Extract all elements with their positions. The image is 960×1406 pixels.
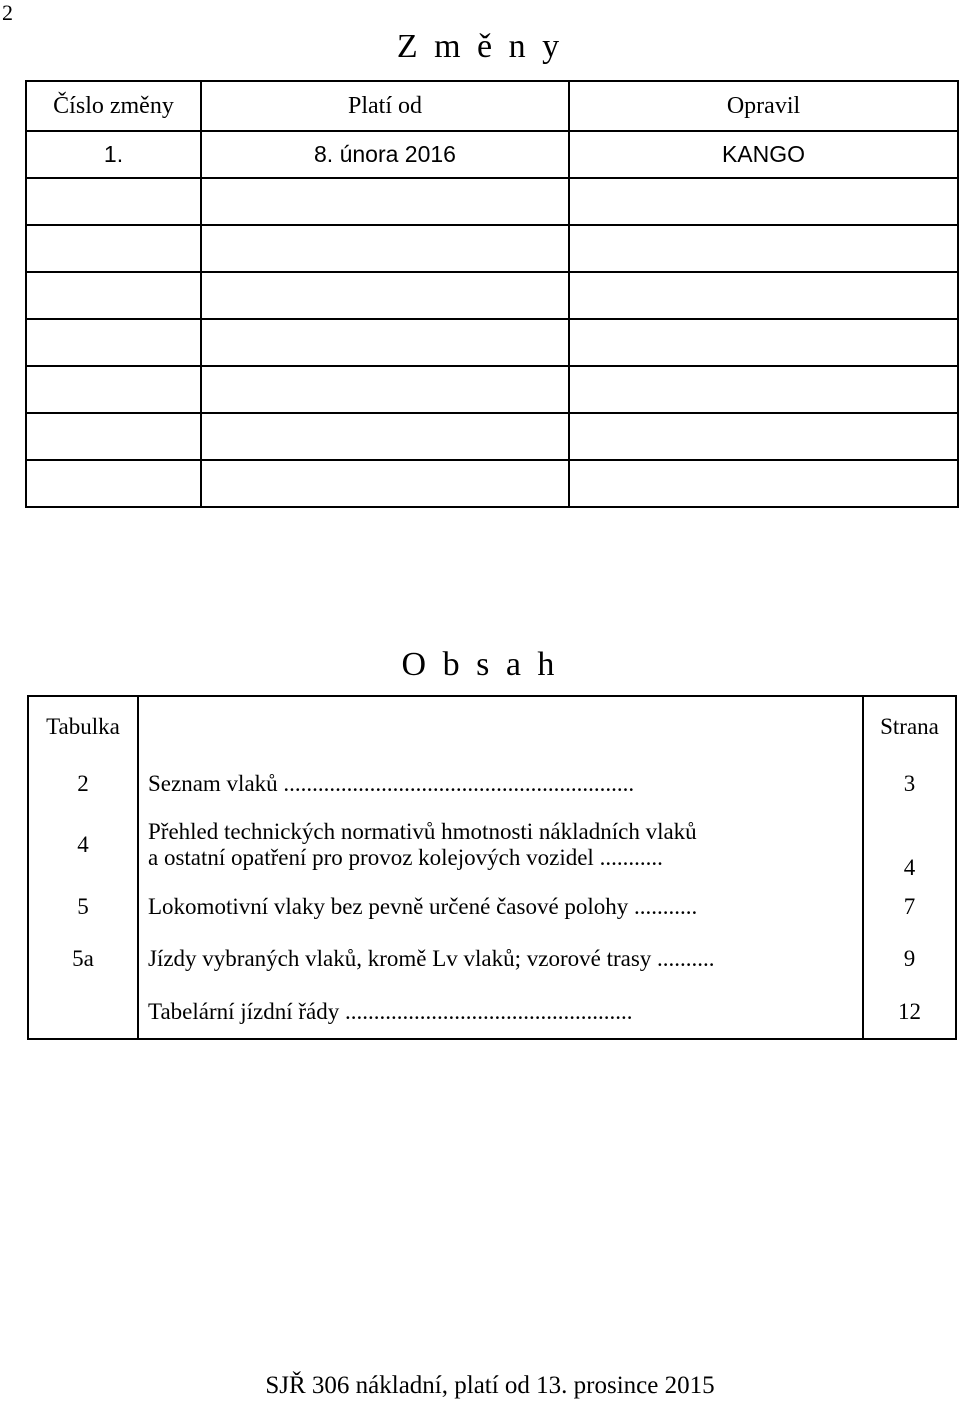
entry-text: Tabelární jízdní řády .................................................. xyxy=(138,985,863,1039)
header-blank xyxy=(138,696,863,758)
entry-page: 7 xyxy=(863,881,956,933)
entry-page: 3 xyxy=(863,758,956,810)
empty-cell xyxy=(569,460,958,507)
header-change-number: Číslo změny xyxy=(26,81,201,131)
empty-cell xyxy=(569,225,958,272)
empty-cell xyxy=(26,366,201,413)
toc-entry xyxy=(28,933,956,985)
table-row xyxy=(26,366,958,413)
toc-entry xyxy=(28,758,956,810)
changes-title: Z m ě n y xyxy=(396,28,564,65)
entry-page: 4 xyxy=(863,810,956,880)
toc-entry xyxy=(28,810,956,880)
empty-cell xyxy=(201,225,569,272)
header-valid-from: Platí od xyxy=(201,81,569,131)
header-page: Strana xyxy=(863,696,956,758)
empty-cell xyxy=(569,319,958,366)
entry-table: 5a xyxy=(28,933,138,985)
empty-cell xyxy=(201,272,569,319)
entry-page: 12 xyxy=(863,985,956,1039)
entry-table: 5 xyxy=(28,881,138,933)
entry-text-line2: a ostatní opatření pro provoz kolejových vozidel ........... xyxy=(148,845,663,871)
empty-cell xyxy=(26,460,201,507)
table-row xyxy=(26,131,958,178)
entry-text-line1: Přehled technických normativů hmotnosti nákladních vlaků xyxy=(148,819,697,845)
empty-cell xyxy=(201,319,569,366)
valid-from: 8. února 2016 xyxy=(201,131,569,178)
entry-table: 4 xyxy=(28,810,138,880)
page-number: 2 xyxy=(2,0,13,25)
changes-header-row xyxy=(26,81,958,131)
toc-entry xyxy=(28,985,956,1039)
table-row xyxy=(26,272,958,319)
table-row xyxy=(26,178,958,225)
empty-cell xyxy=(26,225,201,272)
entry-table: 2 xyxy=(28,758,138,810)
header-corrected-by: Opravil xyxy=(569,81,958,131)
empty-cell xyxy=(26,272,201,319)
page-footer: SJŘ 306 nákladní, platí od 13. prosince 2015 xyxy=(265,1372,715,1399)
empty-cell xyxy=(569,366,958,413)
empty-cell xyxy=(26,413,201,460)
entry-text: Lokomotivní vlaky bez pevně určené časové polohy ........... xyxy=(138,881,863,933)
entry-table xyxy=(28,985,138,1039)
empty-cell xyxy=(201,413,569,460)
table-row xyxy=(26,413,958,460)
entry-page: 9 xyxy=(863,933,956,985)
table-row xyxy=(26,460,958,507)
contents-table xyxy=(27,695,957,1040)
empty-cell xyxy=(201,366,569,413)
header-table: Tabulka xyxy=(28,696,138,758)
entry-text-multiline xyxy=(138,810,863,880)
empty-cell xyxy=(26,319,201,366)
change-number: 1. xyxy=(26,131,201,178)
table-row xyxy=(26,319,958,366)
empty-cell xyxy=(201,460,569,507)
empty-cell xyxy=(569,178,958,225)
empty-cell xyxy=(569,413,958,460)
empty-cell xyxy=(201,178,569,225)
contents-header-row xyxy=(28,696,956,758)
contents-title: O b s a h xyxy=(401,646,559,683)
entry-text: Jízdy vybraných vlaků, kromě Lv vlaků; vzorové trasy .......... xyxy=(138,933,863,985)
changes-table xyxy=(25,80,959,508)
table-row xyxy=(26,225,958,272)
empty-cell xyxy=(569,272,958,319)
corrected-by: KANGO xyxy=(569,131,958,178)
empty-cell xyxy=(26,178,201,225)
toc-entry xyxy=(28,881,956,933)
entry-text: Seznam vlaků ............................................................. xyxy=(138,758,863,810)
